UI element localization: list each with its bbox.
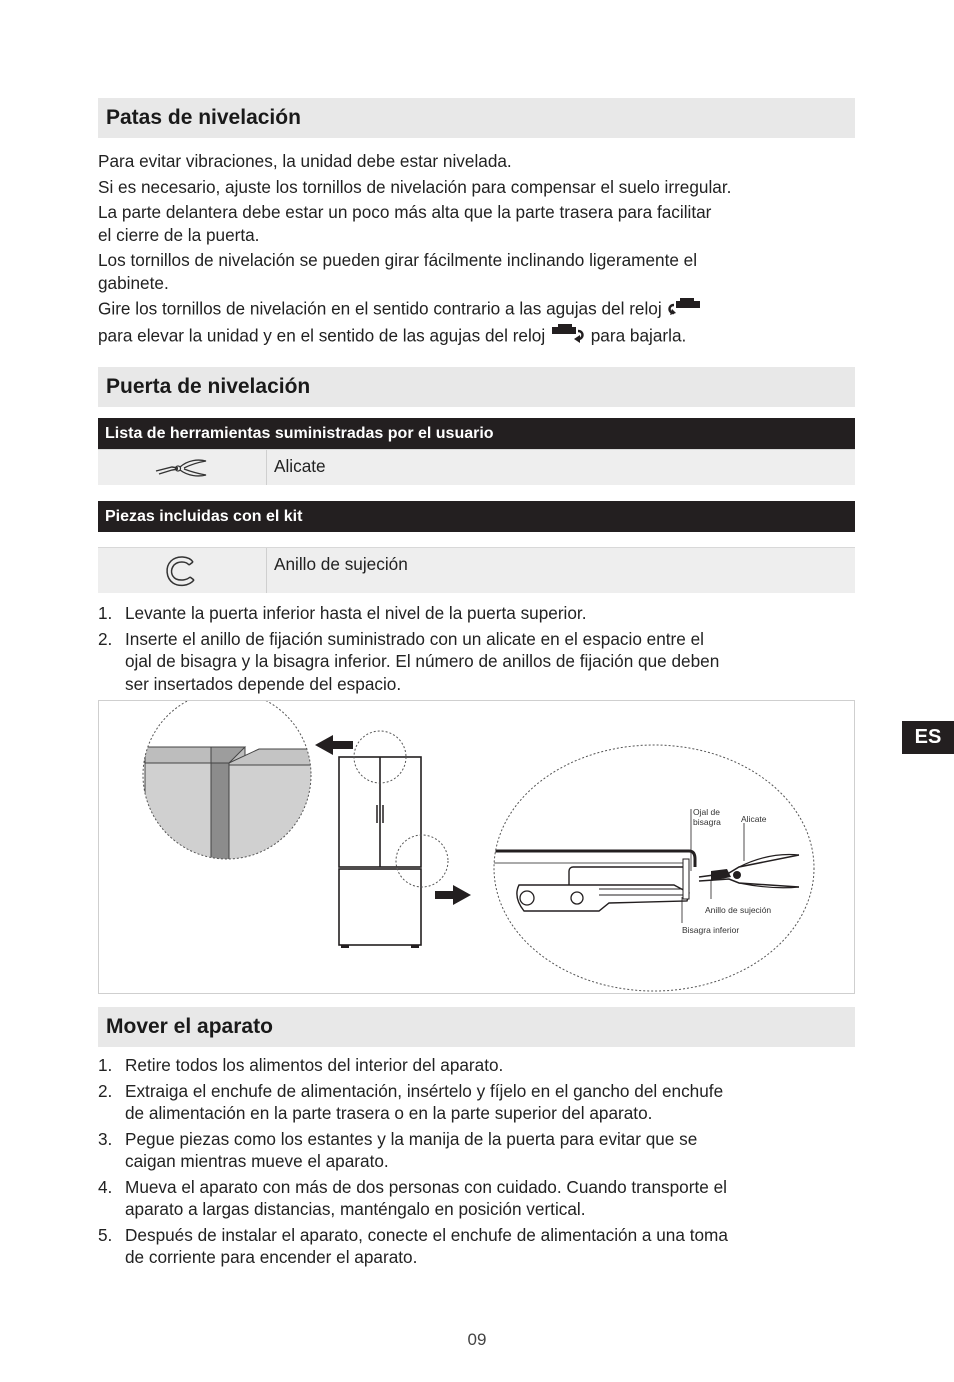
kit-table-header: Piezas incluidas con el kit <box>98 501 855 532</box>
section-title-leveling-feet: Patas de nivelación <box>98 98 855 138</box>
moving-steps <box>98 1054 855 1269</box>
counterclockwise-rotate-icon <box>666 297 702 323</box>
door-leveling-steps <box>98 602 855 695</box>
paragraph: Si es necesario, ajuste los tornillos de nivelación para compensar el suelo irregular. <box>98 176 732 197</box>
door-leveling-figure <box>98 700 855 994</box>
figure-label-pliers: Alicate <box>741 814 767 824</box>
list-item: 3. Pegue piezas como los estantes y la manija de la puerta para evitar que se caigan mientras mueve el aparato. <box>98 1128 698 1171</box>
paragraph-text: para bajarla. <box>590 324 687 345</box>
section-title-moving-appliance: Mover el aparato <box>98 1007 855 1047</box>
paragraph: Para evitar vibraciones, la unidad debe estar nivelada. <box>98 151 512 171</box>
list-item: 1. Retire todos los alimentos del interior del aparato. <box>98 1055 504 1075</box>
paragraph: Los tornillos de nivelación se pueden girar fácilmente inclinando ligeramente el <box>98 250 698 270</box>
arrow-right-icon <box>435 885 471 905</box>
table-row <box>98 449 855 485</box>
paragraph: gabinete. <box>98 272 169 293</box>
figure-label-lower-hinge: Bisagra inferior <box>682 925 740 935</box>
list-item: 2. Extraiga el enchufe de alimentación, insértelo y fíjelo en el gancho del enchufe de alimentación en la parte trasera o en la parte superior del aparato. <box>98 1080 724 1123</box>
paragraph <box>98 323 855 351</box>
table-row <box>98 547 855 593</box>
door-gap-detail <box>139 701 329 871</box>
paragraph-text: Gire los tornillos de nivelación en el sentido contrario a las agujas del reloj <box>98 298 662 319</box>
figure-label-hinge-eye: Ojal de <box>693 807 720 817</box>
paragraph: La parte delantera debe estar un poco más alta que la parte trasera para facilitar <box>98 202 712 222</box>
list-item: 5. Después de instalar el aparato, conecte el enchufe de alimentación a una toma de corriente para encender el aparato. <box>98 1224 728 1267</box>
language-tab: ES <box>902 721 954 754</box>
paragraph <box>98 297 855 323</box>
section-title-door-leveling: Puerta de nivelación <box>98 367 855 407</box>
tools-table-header: Lista de herramientas suministradas por el usuario <box>98 418 855 449</box>
figure-label-hinge-eye: bisagra <box>693 817 721 827</box>
fridge-illustration <box>339 757 421 948</box>
arrow-left-icon <box>315 735 353 755</box>
clockwise-rotate-icon <box>550 323 586 351</box>
figure-label-ring: Anillo de sujeción <box>705 905 772 915</box>
list-item: 1. Levante la puerta inferior hasta el nivel de la puerta superior. <box>98 603 587 623</box>
list-item: 4. Mueva el aparato con más de dos personas con cuidado. Cuando transporte el aparato a largas distancias, manténgalo en posición vertical. <box>98 1176 727 1219</box>
page-number: 09 <box>467 1330 487 1349</box>
list-item: 2. Inserte el anillo de fijación suministrado con un alicate en el espacio entre el ojal de bisagra y la bisagra inferior. El número de anillos de fijación que deben ser insertados depende del espacio. <box>98 628 720 694</box>
paragraph: el cierre de la puerta. <box>98 224 260 245</box>
pliers-icon <box>98 450 267 485</box>
page-content <box>98 98 855 1269</box>
paragraph-text: para elevar la unidad y en el sentido de las agujas del reloj <box>98 324 546 345</box>
kit-item-name: Anillo de sujeción <box>274 554 408 574</box>
retaining-ring-icon <box>98 548 267 593</box>
hinge-detail <box>479 851 799 911</box>
tool-name: Alicate <box>274 456 326 476</box>
